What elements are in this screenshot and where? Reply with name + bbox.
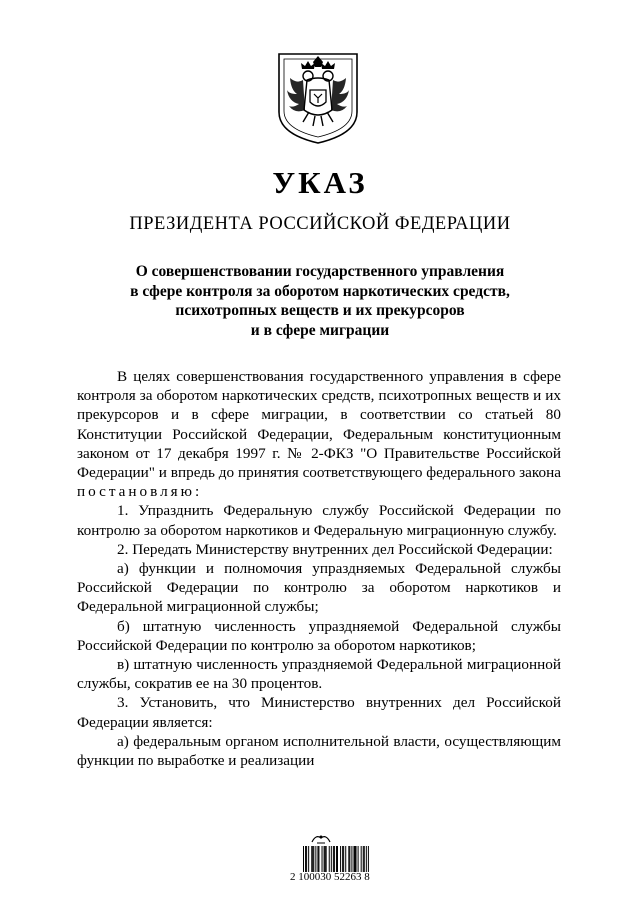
item-paragraph: 3. Установить, что Министерство внутренних дел Российской Федерации является: [77,694,561,731]
barcode-number: 2 100030 52263 8 [290,871,370,883]
coat-of-arms-emblem [275,50,361,146]
barcode-icon [303,846,369,872]
document-title: УКАЗ [272,165,368,200]
decree-word: постановляю: [77,483,203,501]
heading-line: и в сфере миграции [250,321,390,339]
preamble-paragraph [77,367,561,501]
item-paragraph: 1. Упразднить Федеральную службу Российской Федерации по контролю за оборотом наркотиков и Федеральную миграционную службу. [77,502,561,539]
item-paragraph: а) федеральным органом исполнительной власти, осуществляющим функции по выработке и реализации [77,732,561,770]
item-paragraph: 2. Передать Министерству внутренних дел Российской Федерации: [117,540,553,558]
heading-line: О совершенствовании государственного управления [135,263,505,280]
document-subtitle: ПРЕЗИДЕНТА РОССИЙСКОЙ ФЕДЕРАЦИИ [129,214,511,234]
small-emblem-icon [310,832,332,846]
decree-body [77,367,561,770]
heading-line: психотропных веществ и их прекурсоров [175,302,465,319]
item-paragraph: в) штатную численность упраздняемой Федеральной миграционной службы, сократив ее на 30 процентов. [77,656,561,693]
item-paragraph: б) штатную численность упраздняемой Федеральной службы Российской Федерации по контролю за оборотом наркотиков; [77,617,561,654]
preamble-text: В целях совершенствования государственного управления в сфере контроля за оборотом наркотических средств, психотропных веществ и их прекурсоров и в сфере миграции, в соответствии со статьей 80 Конституции Российской Федерации, Федеральным конституционным законом от 17 декабря 1997 г. № 2-ФКЗ "О Правительстве Российской Федерации" и впредь до принятия соответствующего федерального закона [77,368,561,482]
heading-line: в сфере контроля за оборотом наркотических средств, [130,282,510,300]
decree-heading [90,262,550,340]
item-paragraph: а) функции и полномочия упраздняемых Федеральной службы Российской Федерации по контролю за оборотом наркотиков и Федеральной миграционной службы; [77,560,561,616]
